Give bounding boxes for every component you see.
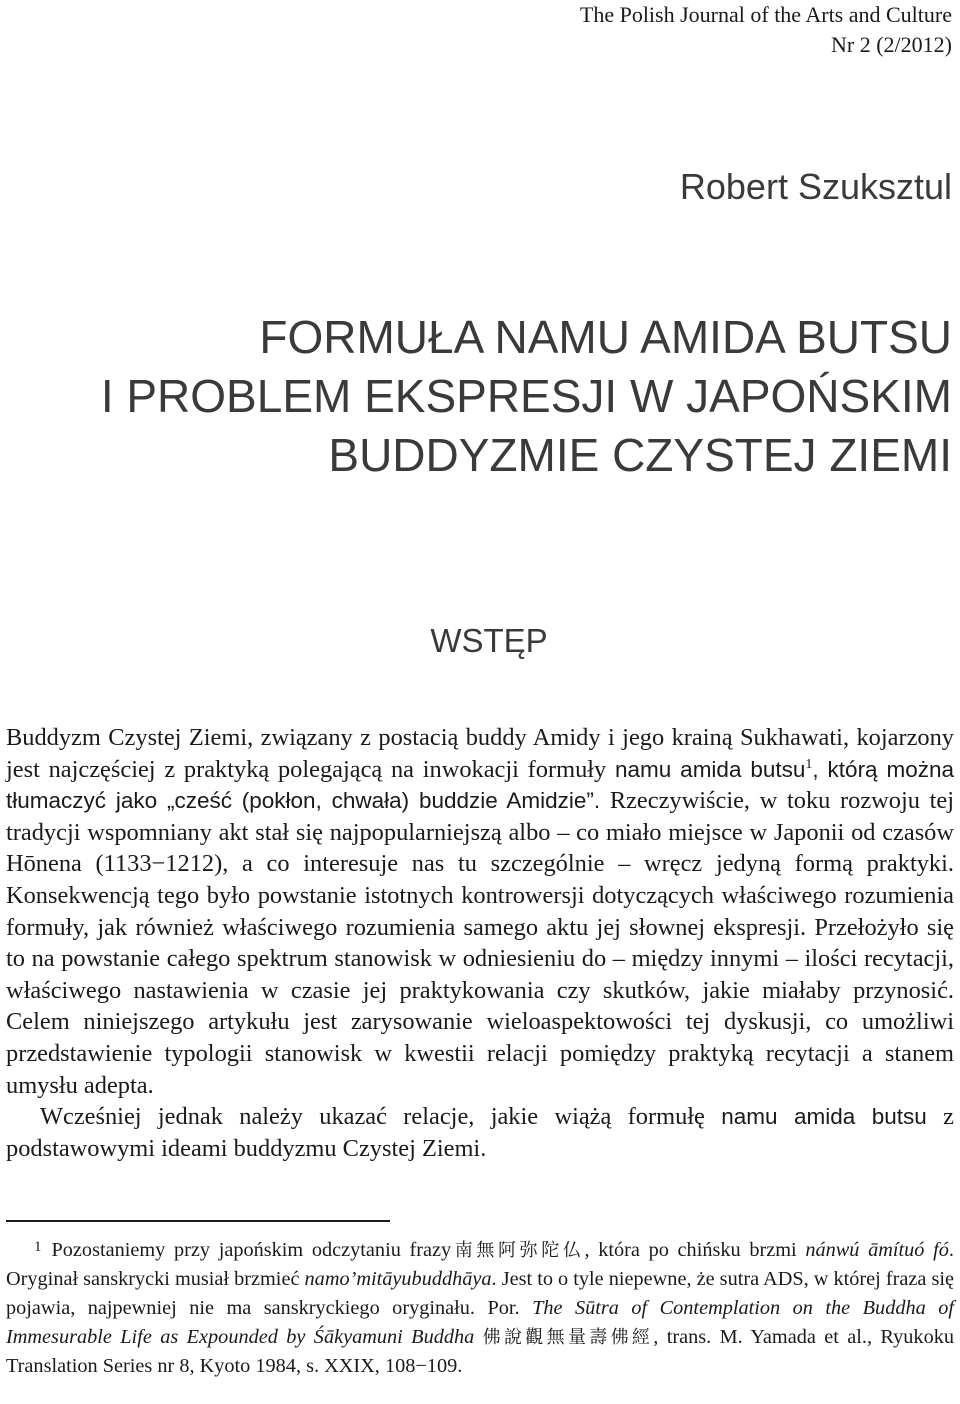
p1-term: namu amida butsu xyxy=(615,756,806,782)
fn-cjk-phrase: 南無阿弥陀仏 xyxy=(451,1240,585,1261)
p1-text-a: Buddyzm Czystej Ziemi, związany z postacią buddy Amidy i jego krainą Sukhawati, kojarzony jest najczęściej z praktyką polegającą na inwokacji formuły xyxy=(6,724,954,783)
p2-text-a: Wcześniej jednak należy ukazać relacje, jakie wiążą formułę xyxy=(40,1103,722,1131)
journal-issue: Nr 2 (2/2012) xyxy=(831,32,952,57)
section-heading: WSTĘP xyxy=(430,622,548,659)
title-line-3: BUDDYZMIE CZYSTEJ ZIEMI xyxy=(328,429,952,481)
fn-text-5: , trans. M. Yamada et al., Ryukoku Translation Series nr 8, Kyoto 1984, s. XXIX, 108−109. xyxy=(6,1326,954,1377)
p2-term: namu amida butsu xyxy=(721,1104,927,1130)
footnote-text xyxy=(6,1236,954,1381)
fn-text-3: . Oryginał sanskrycki musiał brzmieć xyxy=(6,1239,954,1290)
author-name: Robert Szuksztul xyxy=(679,166,952,207)
footnote-divider xyxy=(6,1220,390,1222)
footnote xyxy=(6,1236,954,1381)
p2-text-b: z podstawowymi ideami buddyzmu Czystej Ziemi. xyxy=(6,1103,954,1162)
footnote-ref[interactable]: 1 xyxy=(805,756,813,772)
article-title xyxy=(0,308,952,485)
p1-text-b: , którą można tłumaczyć jako „cześć (pokłon, chwała) buddzie Amidzie”. xyxy=(6,756,955,814)
article-body xyxy=(6,722,954,1164)
p1-text-c: Rzeczywiście, w toku rozwoju tej tradycji wspomniany akt stał się najpopularniejszą albo – co miało miejsce w Japonii od czasów Hōnena (1133−1212), a co interesuje nas tu szczególnie – wręcz jedyną formą praktyki. Konsekwencją tego było powstanie istotnych kontrowersji dotyczących właściwego rozumienia formuły, jak również właściwego rozumienia samego aktu jej słownej ekspresji. Przełożyło się to na powstanie całego spektrum stanowisk w odniesieniu do – między innymi – ilości recytacji, właściwego nastawienia w czasie jej praktykowania czy skutków, jakie miałaby przynosić. Celem niniejszego artykułu jest zarysowanie wieloaspektowości tej dyskusji, co umożliwi przedstawienie typologii stanowisk w kwestii relacji pomiędzy praktyką recytacji a stanem umysłu adepta. xyxy=(6,787,954,1099)
fn-text-2: , która po chińsku brzmi xyxy=(584,1239,806,1261)
fn-text-1: Pozostaniemy przy japońskim odczytaniu frazy xyxy=(51,1239,452,1261)
fn-chinese-reading: nánwú āmítuó fó xyxy=(805,1239,949,1261)
journal-name: The Polish Journal of the Arts and Culture xyxy=(579,2,952,27)
fn-cjk-title: 佛說觀無量壽佛經 xyxy=(482,1327,654,1348)
fn-sanskrit-term: namo’mitāyubuddhāya xyxy=(304,1268,492,1290)
paragraph-1 xyxy=(6,722,954,1101)
footnote-number: 1 xyxy=(34,1239,42,1255)
title-line-2: I PROBLEM EKSPRESJI W JAPOŃSKIM xyxy=(100,370,952,422)
fn-text-4: . Jest to o tyle niepewne, że sutra ADS, w której fraza się pojawia, najpewniej nie ma sanskryckiego oryginału. Por. xyxy=(6,1268,954,1319)
fn-sutra-title: The Sūtra of Contemplation on the Buddha of Immesurable Life as Expounded by Śākyamuni Buddha xyxy=(6,1297,954,1348)
paragraph-2 xyxy=(6,1101,954,1164)
running-header xyxy=(580,0,952,60)
title-line-1: FORMUŁA NAMU AMIDA BUTSU xyxy=(259,311,952,363)
